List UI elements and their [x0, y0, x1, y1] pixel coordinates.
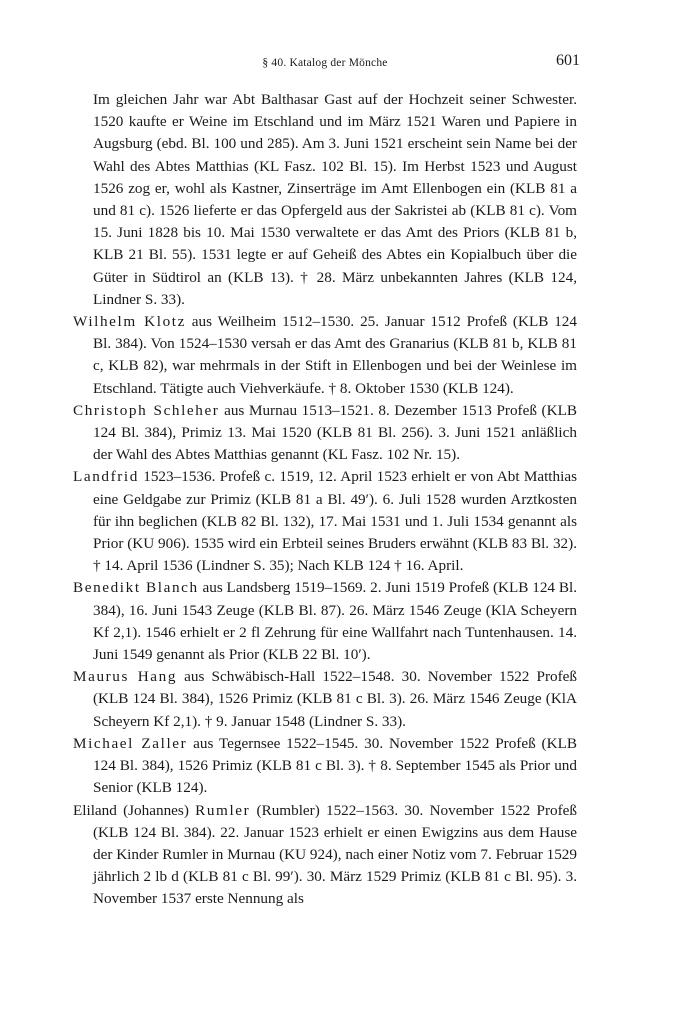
running-title: § 40. Katalog der Mönche	[262, 57, 388, 69]
running-head	[70, 52, 580, 74]
entry-benedikt-blanch	[73, 577, 577, 666]
entry-text: aus Landsberg 1519–1569. 2. Juni 1519 Profeß (KLB 124 Bl. 384), 16. Juni 1543 Zeuge (KLB Bl. 87). 26. März 1546 Zeuge (KlA Scheyern Kf 2,1). 1546 erhielt er 2 fl Zehrung für eine Wallfahrt nach Tuntenhausen. 14. Juni 1549 genannt als Prior (KLB 22 Bl. 10′).	[93, 579, 577, 664]
monk-name-prefix: Eliland (Johannes)	[73, 801, 196, 819]
entry-text: 1523–1536. Profeß c. 1519, 12. April 1523 erhielt er von Abt Matthias eine Geldgabe zur Primiz (KLB 81 a Bl. 49′). 6. Juli 1528 wurden Arztkosten für ihn beglichen (KLB 82 Bl. 132), 17. Mai 1531 und 1. Juli 1534 genannt als Prior (KU 906). 1535 wird ein Erbteil seines Bruders erwähnt (KLB 83 Bl. 32). † 14. April 1536 (Lindner S. 35); Nach KLB 124 † 16. April.	[93, 468, 577, 575]
continuation-paragraph: Im gleichen Jahr war Abt Balthasar Gast auf der Hochzeit seiner Schwester. 1520 kaufte er Weine im Etschland und im März 1521 Waren und Papiere in Augsburg (ebd. Bl. 100 und 285). Am 3. Juni 1521 erscheint sein Name bei der Wahl des Abtes Matthias (KL Fasz. 102 Bl. 15). Im Herbst 1523 und August 1526 zog er, wohl als Kastner, Zinserträge im Amt Ellenbogen ein (KLB 81 a und 81 c). 1526 lieferte er das Opfergeld aus der Sakristei ab (KLB 81 c). Vom 15. Juni 1828 bis 10. Mai 1530 verwaltete er das Amt des Priors (KLB 81 b, KLB 21 Bl. 55). 1531 legte er auf Geheiß des Abtes ein Kopialbuch über die Güter in Südtirol an (KLB 13). † 28. März unbekannten Jahres (KLB 124, Lindner S. 33).	[93, 91, 577, 308]
monk-name: Landfrid	[73, 468, 139, 486]
monk-name: Benedikt Blanch	[73, 579, 199, 597]
monk-name: Wilhelm Klotz	[73, 313, 186, 331]
entry-christoph-schleher	[73, 400, 577, 467]
monk-name: Rumler	[195, 801, 251, 819]
monk-name: Michael Zaller	[73, 734, 188, 752]
entry-maurus-hang	[73, 666, 577, 733]
monk-name: Christoph Schleher	[73, 401, 220, 419]
monk-name: Maurus Hang	[73, 668, 178, 686]
page-number: 601	[556, 52, 580, 69]
body-text	[73, 89, 577, 911]
entry-landfrid	[73, 466, 577, 577]
entry-wilhelm-klotz	[73, 311, 577, 400]
entry-text: aus Schwäbisch-Hall 1522–1548. 30. November 1522 Profeß (KLB 124 Bl. 384), 1526 Primiz (KLB 81 c Bl. 3). 26. März 1546 Zeuge (KlA Scheyern Kf 2,1). † 9. Januar 1548 (Lindner S. 33).	[93, 668, 577, 730]
entry-text: (Rumbler) 1522–1563. 30. November 1522 Profeß (KLB 124 Bl. 384). 22. Januar 1523 erhielt er einen Ewigzins aus dem Hause der Kinder Rumler in Murnau (KU 924), nach einer Notiz vom 7. Februar 1529 jährlich 2 lb d (KLB 81 c Bl. 99′). 30. März 1529 Primiz (KLB 81 c Bl. 95). 3. November 1537 erste Nennung als	[93, 801, 577, 908]
entry-eliland-rumler	[73, 800, 577, 911]
entry-text: aus Murnau 1513–1521. 8. Dezember 1513 Profeß (KLB 124 Bl. 384), Primiz 13. Mai 1520 (KLB 81 Bl. 256). 3. Juni 1521 anläßlich der Wahl des Abtes Matthias genannt (KL Fasz. 102 Nr. 15).	[93, 401, 577, 464]
entry-text: aus Weilheim 1512–1530. 25. Januar 1512 Profeß (KLB 124 Bl. 384). Von 1524–1530 versah er das Amt des Granarius (KLB 81 b, KLB 81 c, KLB 82), war mehrmals in der Stift in Ellenbogen und bei der Weinlese im Etschland. Tätigte auch Viehverkäufe. † 8. Oktober 1530 (KLB 124).	[93, 313, 577, 397]
entry-text: aus Tegernsee 1522–1545. 30. November 1522 Profeß (KLB 124 Bl. 384), 1526 Primiz (KLB 81 c Bl. 3). † 8. September 1545 als Prior und Senior (KLB 124).	[93, 734, 577, 797]
entry-michael-zaller	[73, 733, 577, 800]
